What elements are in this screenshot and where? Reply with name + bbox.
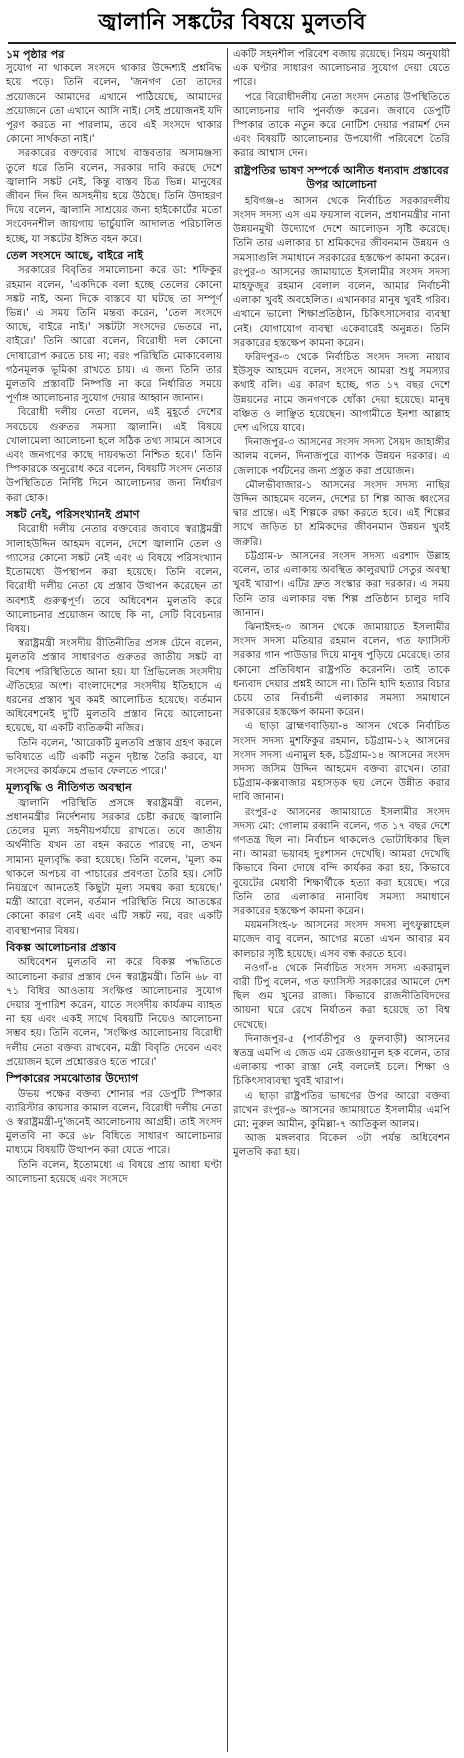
paragraph: ঝিনাইদহ-৩ আসন থেকে জামায়াতে ইসলামীর সংসদ সদস্য মতিয়ার রহমান বলেন, গত ফ্যাসিস্ট সরকার গান পাউডার দিয়ে মানুষ পুড়িয়ে মেরেছে। তার কোনো প্রতিবিধান রাষ্ট্রপতি করেননি। তাই তাকে ধন্যবাদ দেয়ার প্রশ্নই আসে না। তিনি হাদি হত্যার বিচার চেয়ে তার নির্বাচনী এলাকার সমস্যা সমাধানে সরকারের হস্তক্ষেপ কামনা করেন। bbox=[233, 621, 450, 719]
paragraph: ময়মনসিংহ-৮ আসনের সংসদ সদস্য লুৎফুল্লাহেল মাজেদ বাবু বলেন, আগের মতো এখন আবার মব কালচার সৃষ্টি হয়েছে। এসব বন্ধ করতে হবে। bbox=[233, 920, 450, 960]
paragraph: জ্বালানি পরিস্থিতি প্রসঙ্গে স্বরাষ্ট্রমন্ত্রী বলেন, প্রধানমন্ত্রীর নির্দেশনায় সরকার চেষ্টা করছে জ্বালানি তেলের মূল্য সহনীয়পর্যায়ে রাখতে। তবে জাতীয় অর্থনীতি যখন তা বহন করতে পারছে না, তখন সামান্য মূল্যবৃদ্ধি করা হয়েছে। তিনি বলেন, 'মূল্য কম থাকলে অপচয় বা পাচারের প্রবণতা তৈরি হয়। সেটি নিয়ন্ত্রণে আনতেই কিছুটা মূল্য সমন্বয় করা হয়েছে।' মন্ত্রী আরো বলেন, বর্তমান পরিস্থিতি নিয়ে আতঙ্কের কোনো কারণ নেই এবং এটি সঙ্কট নয়, বরং একটি ব্যবস্থাপনার বিষয়। bbox=[6, 797, 222, 937]
continued-from: ১ম পৃষ্ঠার পর bbox=[6, 48, 65, 61]
paragraph: তিনি বলেন, 'আরেকটি মুলতবি প্রস্তাব গ্রহণ করলে ভবিষ্যতে এটি একটি নতুন দৃষ্টান্ত তৈরি করবে, যা সংসদের কার্যক্রমে প্রভাব ফেলতে পারে।' bbox=[6, 737, 222, 777]
paragraph: নওগাঁ-৪ থেকে নির্বাচিত সংসদ সদস্য একরামুল বারী টিপু বলেন, গত ফ্যাসিস্ট সরকারের আমলে দেশ ছিল গুম খুনের রাজ্য। কিভাবে রাজনীতিবিদদের আয়না ঘরে রেখে নির্যাতন করা হয়েছে তা বিশ্ব দেখেছে। bbox=[233, 962, 450, 1031]
left-column bbox=[6, 48, 228, 1752]
subheading: তেল সংসদে আছে, বাইরে নাই bbox=[6, 248, 144, 262]
right-column bbox=[228, 48, 450, 1752]
paragraph: আজ মঙ্গলবার বিকেল ৩টা পর্যন্ত অধিবেশন মুলতবি করা হয়। bbox=[233, 1133, 450, 1159]
subheading: রাষ্ট্রপতির ভাষণ সম্পর্কে আনীত ধন্যবাদ প্রস্তাবের উপর আলোচনা bbox=[234, 163, 449, 192]
subheading: সঙ্কট নেই, পরিসংখ্যানই প্রমাণ bbox=[6, 507, 140, 521]
paragraph: এ ছাড়া ব্রাহ্মণবাড়িয়া-৪ আসন থেকে নির্বাচিত সংসদ সদস্য মুশফিকুর রহমান, চট্টগ্রাম-১২ আসনের সংসদ সদস্য এনামুল হক, চট্টগ্রাম-১৪ আসনের সংসদ সদস্য জসিম উদ্দিন আহমেদ বক্তব্য রাখেন। তারা চট্টগ্রাম-কক্সবাজার মহাসড়ক ছয় লেনে উন্নীত করার দাবি জানান। bbox=[233, 721, 450, 804]
paragraph: সরকারের বিবৃতির সমালোচনা করে ডা: শফিকুর রহমান বলেন, 'একদিকে বলা হচ্ছে তেলের কোনো সঙ্কট নাই, অন্য দিকে বাস্তবে যা ঘটছে তা সম্পূর্ণ ভিন্ন।' এ সময় তিনি মন্তব্য করেন, 'তেল সংসদে আছে, বাইরে নাই।' সঙ্কটটা সংসদের ভেতরে না, বাইরে।' তিনি আরো বলেন, বিরোধী দল কোনো দোষারোপ করতে চায় না; বরং পরিস্থিতি মোকাবেলায় গঠনমূলক ভূমিকা রাখতে চায়। এ জন্য তিনি তার মুলতবি প্রস্তাবটি নিষ্পত্তি না করে নির্ধারিত সময়ে পূর্ণাঙ্গ আলোচনার সুযোগ দেয়ার আহ্বান জানান। bbox=[6, 265, 222, 405]
paragraph: স্বরাষ্ট্রমন্ত্রী সংসদীয় রীতিনীতির প্রসঙ্গ টেনে বলেন, মুলতবি প্রস্তাব সাধারণত গুরুতর জাতীয় সঙ্কট বা বিশেষ পরিস্থিতিতে আনা হয়। যা প্রিভিলেজ সংসদীয় ঐতিহ্যের অংশ। বাংলাদেশের সংসদীয় ইতিহাসে এ ধরনের প্রস্তাব খুব কমই আলোচিত হয়েছে। বর্তমান অধিবেশনেই দু'টি মুলতবি প্রস্তাব নিয়ে আলোচনা হয়েছে, যা একটি ব্যতিক্রমী নজির। bbox=[6, 638, 222, 735]
paragraph: রংপুর-৫ আসনের জামায়াতে ইসলামীর সংসদ সদস্য মো: গোলাম রব্বানি বলেন, গত ১৭ বছর দেশে গণতন্ত্র ছিল না। নির্বাচন থাকলেও ভোটাধিকার ছিল না। আমরা ভয়াবহ দুঃশাসন দেখেছি। আমরা দেখেছি কিভাবে বিনা দোষে বন্দি কার্যকর করা হয়, কিভাবে বুয়েটের মেধাবী শিক্ষার্থীকে হত্যা করা হয়েছে। পরে তিনি তার এলাকার নানাবিধ সমস্যা সমাধানে সরকারের হস্তক্ষেপ কামনা করেন। bbox=[233, 806, 450, 917]
headline: জ্বালানি সঙ্কটের বিষয়ে মুলতবি bbox=[8, 4, 456, 44]
paragraph: এ ছাড়া রাষ্ট্রপতির ভাষণের উপর আরো বক্তব্য রাখেন রংপুর-৬ আসনের জামায়াতে ইসলামীর এমপি মো: নুরুল আমীন, কুমিল্লা-৭ আতিকুল আলম। bbox=[233, 1090, 450, 1131]
paragraph: একটি সহনশীল পরিবেশ বজায় রয়েছে। নিয়ম অনুযায়ী এক ঘণ্টার সাধারণ আলোচনার সুযোগ দেয়া যেতে পারে। bbox=[233, 49, 450, 89]
paragraph: পরে বিরোধীদলীয় নেতা সংসদ নেতার উপস্থিতিতে আলোচনার দাবি পুনর্ব্যক্ত করেন। জবাবে ডেপুটি স্পিকার তাকে নতুন করে নোটিশ দেয়ার পরামর্শ দেন এবং বিষয়টি আলোচনার উপযোগী পরিবেশে তৈরি করার আশ্বাস দেন। bbox=[233, 91, 450, 160]
paragraph: তিনি বলেন, ইতোমধ্যে এ বিষয়ে প্রায় আধা ঘণ্টা আলোচনা হয়েছে এবং সংসদে bbox=[6, 1159, 222, 1185]
paragraph: মৌলভীবাজার-১ আসনের সংসদ সদস্য নাছির উদ্দিন আহমেদ বলেন, দেশের চা শিল্প আজ ধ্বংসের দ্বার প্রান্তে। এই শিল্পকে রক্ষা করতে হবে। এই শিল্পের সাথে জড়িত চা শ্রমিকদের জীবনমান উন্নয়ন খুবই জরুরি। bbox=[233, 479, 450, 548]
subheading: বিকল্প আলোচনার প্রস্তাব bbox=[6, 940, 117, 954]
subheading: স্পিকারের সমঝোতার উদ্যোগ bbox=[6, 1071, 139, 1085]
paragraph: বিরোধী দলীয় নেতার বক্তব্যের জবাবে স্বরাষ্ট্রমন্ত্রী সালাহউদ্দিন আহমদ বলেন, দেশে জ্বালানি তেল ও গ্যাসের কোনো সঙ্কট নেই এবং এ বিষয়ে পরিসংখ্যান ইতোমধ্যে উপস্থাপন করা হয়েছে। তিনি বলেন, বিরোধী দলীয় নেতা যে প্রস্তাব উত্থাপন করেছেন তা অবশ্যই গুরুত্বপূর্ণ। তবে অধিবেশন মুলতবি করে আলোচনার প্রয়োজন আছে কি না, সেটি বিবেচনার বিষয়। bbox=[6, 524, 222, 635]
paragraph: সুযোগ না থাকলে সংসদে থাকার উদ্দেশ্যই প্রশ্নবিদ্ধ হয়ে পড়ে। তিনি বলেন, 'জনগণ তো তাদের প্রয়োজনে আমাদের এখানে পাঠিয়েছে, আমাদের প্রয়োজনে তো এখানে আসি নাই। সেই প্রয়োজনই যদি পূরণ করতে না পারলাম, তবে এই সংসদে থাকার কোনো সার্থকতা নাই।' bbox=[6, 63, 222, 146]
paragraph: উভয় পক্ষের বক্তব্য শোনার পর ডেপুটি স্পিকার ব্যারিস্টার কায়সার কামাল বলেন, বিরোধী দলীয় নেতা ও স্বরাষ্ট্রমন্ত্রী-দু'জনেই আলোচনায় আগ্রহী। তাই সংসদ মুলতবি না করে ৬৮ বিধিতে সাধারণ আলোচনার মাধ্যমে বিষয়টি উত্থাপন করা যেতে পারে। bbox=[6, 1088, 222, 1157]
paragraph: সরকারের বক্তব্যের সাথে বাস্তবতার অসামঞ্জস্য তুলে ধরে তিনি বলেন, সরকার দাবি করছে দেশে জ্বালানি সঙ্কট নেই, কিন্তু বাস্তব চিত্র ভিন্ন। মানুষের জীবন দিন দিন অসহনীয় হয়ে উঠছে। তিনি উদাহরণ দিয়ে বলেন, জ্বালানি সাশ্রয়ের জন্য হাইকোর্টের মতো সংবেদনশীল জায়গায় ভার্চুয়ালি আদালত পরিচালিত হচ্ছে, যা সঙ্কটের ইঙ্গিত বহন করে। bbox=[6, 148, 222, 245]
paragraph: হবিগঞ্জ-৪ আসন থেকে নির্বাচিত সরকারদলীয় সংসদ সদস্য এস এম ফয়সাল বলেন, প্রধানমন্ত্রীর নানা উন্নয়নমুখী উদ্যোগে দেশে আলোড়ন সৃষ্টি করেছে। তিনি তার এলাকার চা শ্রমিকদের জীবনমান উন্নয়ন ও সমস্যাগুলি সমাধানে সরকারের হস্তক্ষেপ কামনা করেন। রংপুর-৩ আসনের জামায়াতে ইসলামীর সংসদ সদস্য মাহফুজুর রহমান বেলাল বলেন, আমার নির্বাচনী এলাকা খুবই অবহেলিত। এখানকার মানুষ খুবই গরিব। এখানে ভালো শিক্ষাপ্রতিষ্ঠান, চিকিৎসাসেবার ব্যবস্থা নেই। যোগাযোগ ব্যবস্থা একেবারেই অনুন্নত। তিনি সরকারের হস্তক্ষেপ কামনা করেন। bbox=[233, 195, 450, 349]
paragraph: ফরিদপুর-৩ থেকে নির্বাচিত সংসদ সদস্য নায়াব ইউসুফ আহমেদ বলেন, সংসদে আমরা শুধু সমস্যার কথাই বলি। এর কারণ হচ্ছে, গত ১৭ বছর দেশে উন্নয়নের নামে জনগণকে ধোঁকা দেয়া হয়েছে। মানুষ বঞ্চিত ও লাঞ্ছিত হয়েছেন। আগামীতে ইনশা আল্লাহ দেশ এগিয়ে যাবে। bbox=[233, 352, 450, 435]
paragraph: অধিবেশন মুলতবি না করে বিকল্প পদ্ধতিতে আলোচনা করার প্রস্তাব দেন স্বরাষ্ট্রমন্ত্রী। তিনি ৬৮ বা ৭১ বিধির আওতায় সংক্ষিপ্ত আলোচনার সুযোগ দেয়ার সুপারিশ করেন, যাতে সংসদীয় কার্যক্রম ব্যাহত না হয় এবং একই সাথে বিষয়টি নিয়েও আলোচনা সম্ভব হয়। তিনি বলেন, 'সংক্ষিপ্ত আলোচনায় বিরোধী দলীয় নেতা বক্তব্য রাখবেন, মন্ত্রী বিবৃতি দেবেন এবং প্রয়োজন হলে প্রশ্নোত্তরও হতে পারে।' bbox=[6, 957, 222, 1068]
paragraph: দিনাজপুর-৫ (পার্বতীপুর ও ফুলবাড়ী) আসনের স্বতন্ত্র এমপি এ জেড এম রেজওয়ানুল হক বলেন, তার এলাকায় পাকা রাস্তা নেই বললেই চলে। শিক্ষা ও চিকিৎসাব্যবস্থা খুবই খারাপ। bbox=[233, 1033, 450, 1088]
paragraph: দিনাজপুর-৩ আসনের সংসদ সদস্য সৈয়দ জাহাঙ্গীর আলম বলেন, দিনাজপুরে ব্যাপক উন্নয়ন দরকার। এ জেলাকে পর্যটনের জন্য প্রস্তুত করা প্রয়োজন। bbox=[233, 437, 450, 477]
paragraph: বিরোধী দলীয় নেতা বলেন, এই মুহূর্তে দেশের সবচেয়ে গুরুতর সমস্যা জ্বালানি। এই বিষয়ে খোলামেলা আলোচনা হলে সঠিক তথ্য সামনে আসবে এবং জনগণের কাছে দায়বদ্ধতা নিশ্চিত হবে।' তিনি স্পিকারকে অনুরোধ করে বলেন, বিষয়টি সংসদ নেতার উপস্থিতিতে নির্দিষ্ট দিনে আলোচনার জন্য নির্ধারণ করা হোক। bbox=[6, 407, 222, 504]
subheading: মূল্যবৃদ্ধি ও নীতিগত অবস্থান bbox=[6, 781, 132, 795]
paragraph: চট্টগ্রাম-৮ আসনের সংসদ সদস্য এরশাদ উল্লাহ বলেন, তার এলাকায় অবস্থিত কালুরঘাট সেতুর অবস্থা খুবই খারাপ। এটির দ্রুত সংস্কার করা দরকার। এ সময় তিনি তার এলাকার বন্ধ শিল্প প্রতিষ্ঠান চালুর দাবি জানান। bbox=[233, 550, 450, 619]
article-columns bbox=[0, 44, 464, 1752]
